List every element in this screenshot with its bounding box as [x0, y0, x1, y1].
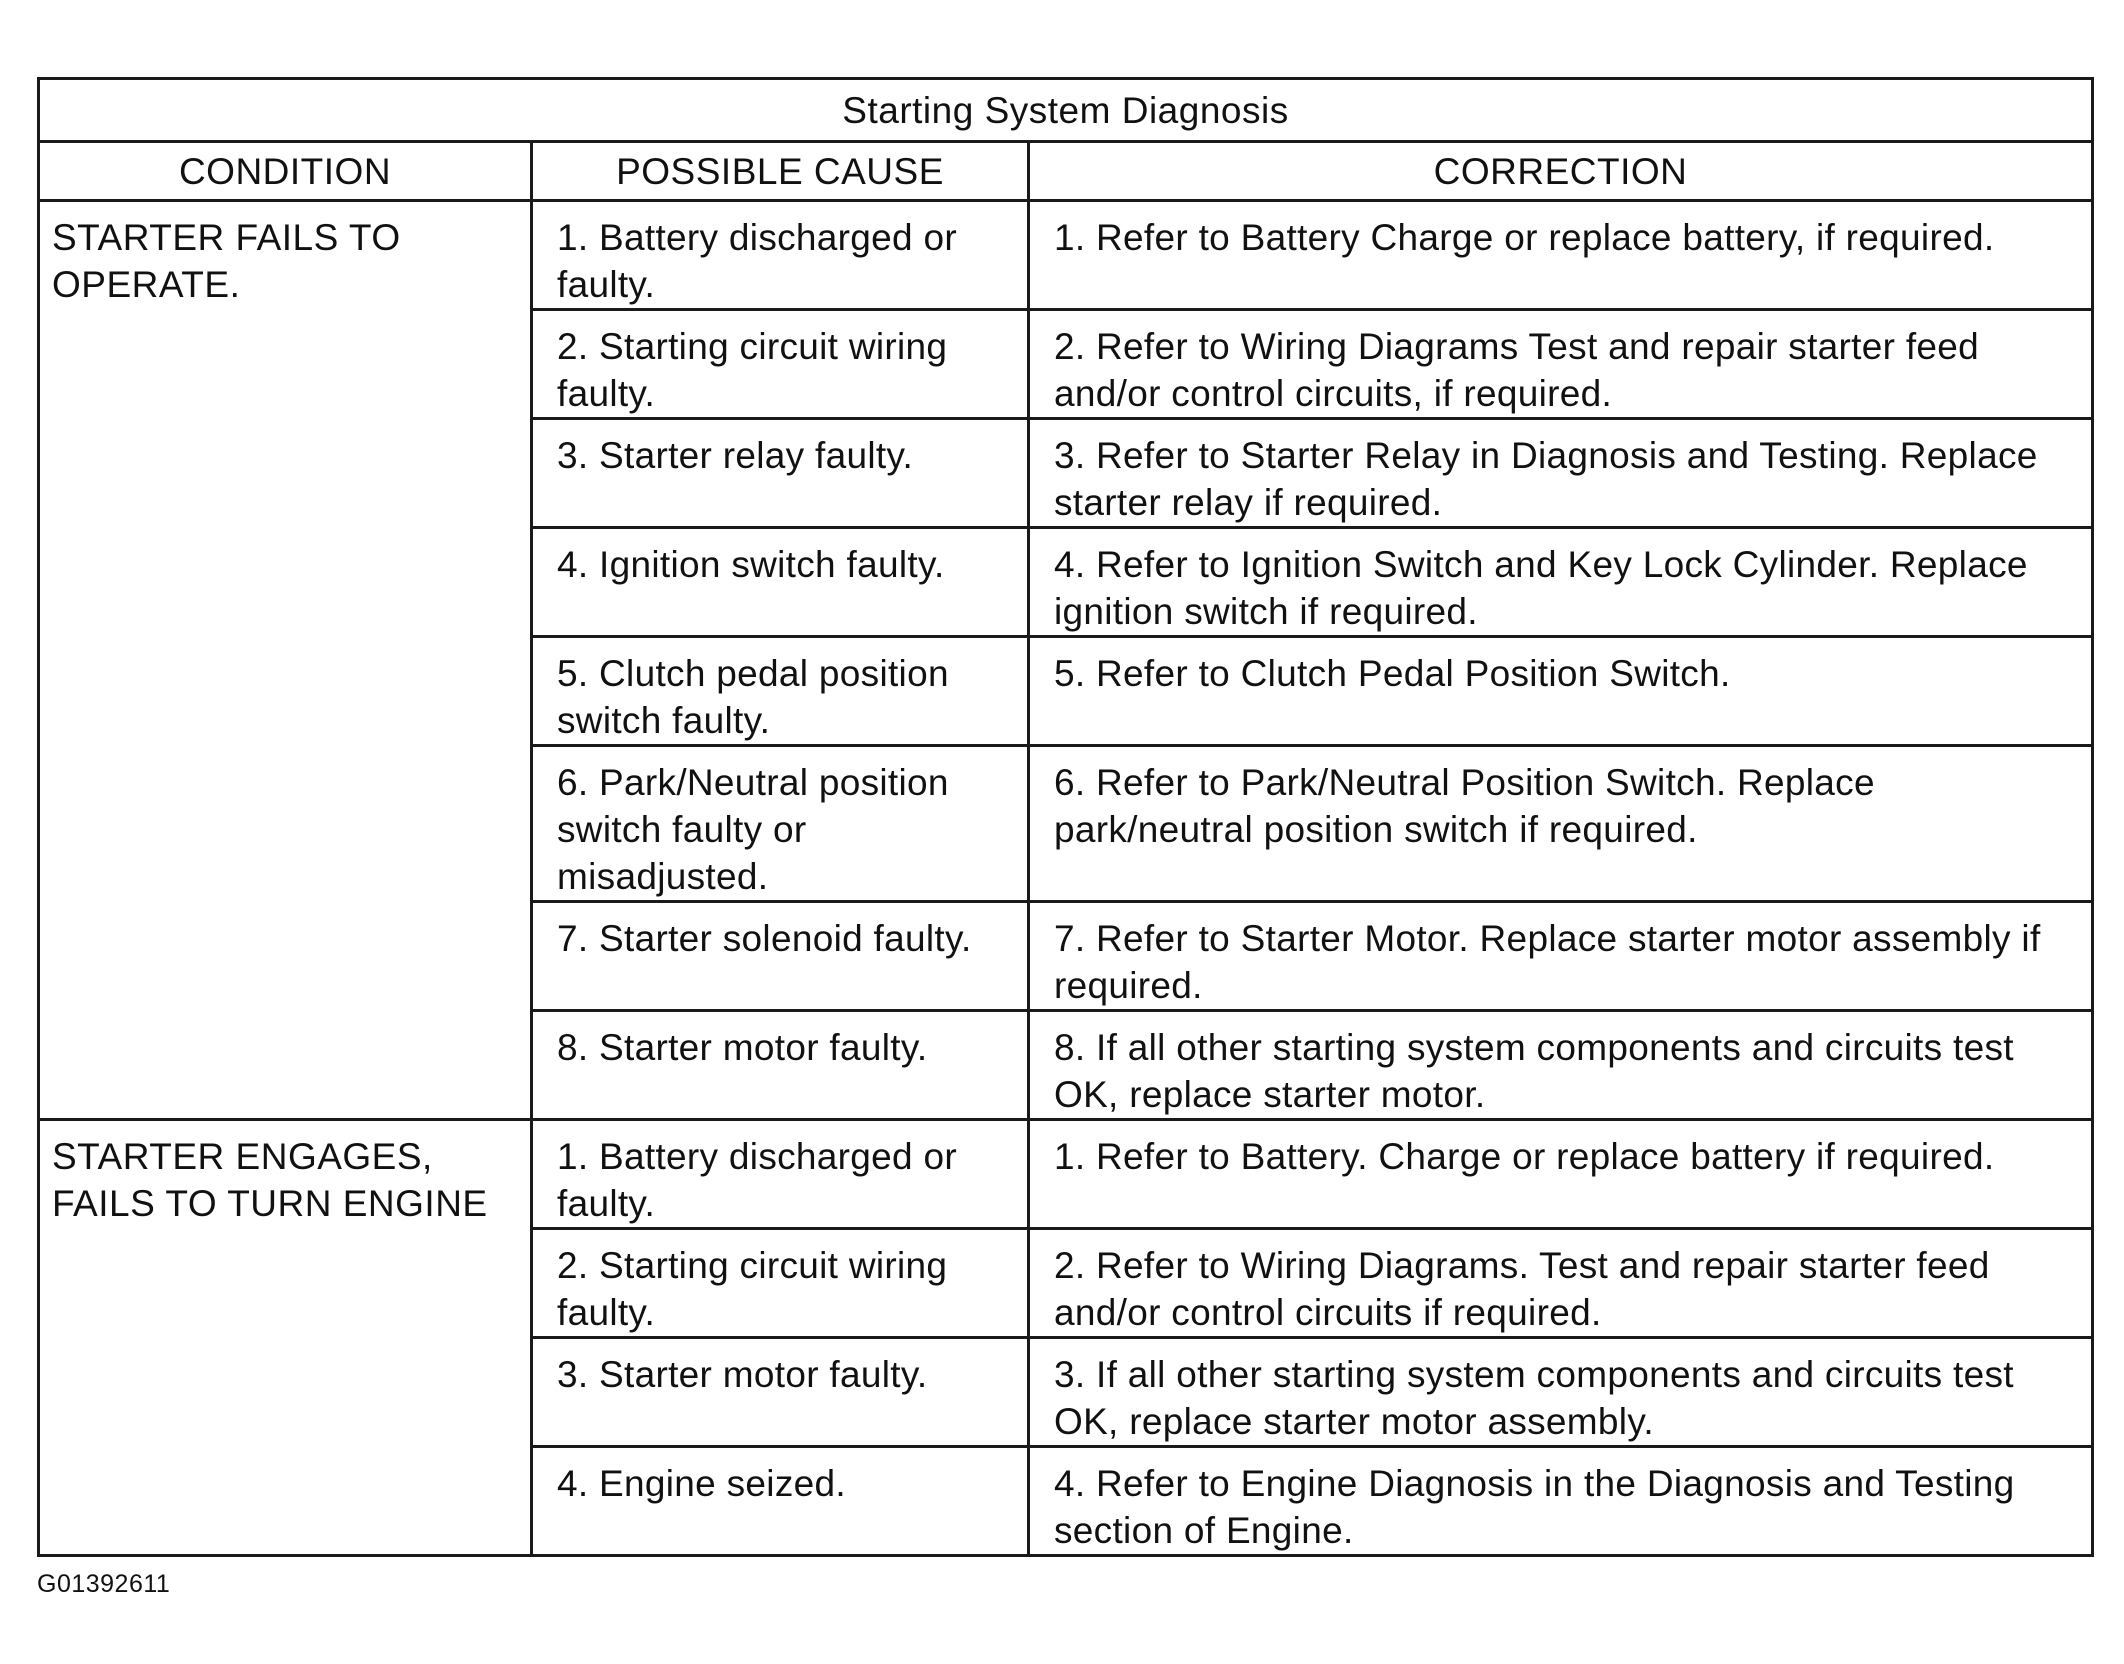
- possible-cause-cell: 1. Battery discharged or faulty.: [532, 201, 1029, 310]
- column-header-correction: CORRECTION: [1029, 142, 2093, 201]
- possible-cause-cell: 3. Starter relay faulty.: [532, 419, 1029, 528]
- possible-cause-cell: 7. Starter solenoid faulty.: [532, 902, 1029, 1011]
- correction-cell: 2. Refer to Wiring Diagrams Test and repair starter feed and/or control circuits, if required.: [1029, 310, 2093, 419]
- table-row: [39, 201, 2093, 310]
- correction-cell: 5. Refer to Clutch Pedal Position Switch.: [1029, 637, 2093, 746]
- correction-cell: 4. Refer to Ignition Switch and Key Lock Cylinder. Replace ignition switch if required.: [1029, 528, 2093, 637]
- correction-cell: 3. Refer to Starter Relay in Diagnosis and Testing. Replace starter relay if required.: [1029, 419, 2093, 528]
- table-header-row: [39, 142, 2093, 201]
- correction-cell: 4. Refer to Engine Diagnosis in the Diagnosis and Testing section of Engine.: [1029, 1447, 2093, 1556]
- figure-id-label: G01392611: [37, 1570, 171, 1598]
- possible-cause-cell: 4. Engine seized.: [532, 1447, 1029, 1556]
- possible-cause-cell: 2. Starting circuit wiring faulty.: [532, 1229, 1029, 1338]
- correction-cell: 1. Refer to Battery. Charge or replace battery if required.: [1029, 1120, 2093, 1229]
- possible-cause-cell: 5. Clutch pedal position switch faulty.: [532, 637, 1029, 746]
- correction-cell: 8. If all other starting system components and circuits test OK, replace starter motor.: [1029, 1011, 2093, 1120]
- possible-cause-cell: 1. Battery discharged or faulty.: [532, 1120, 1029, 1229]
- condition-cell: STARTER FAILS TO OPERATE.: [39, 201, 532, 1120]
- possible-cause-cell: 8. Starter motor faulty.: [532, 1011, 1029, 1120]
- table-row: [39, 1120, 2093, 1229]
- column-header-condition: CONDITION: [39, 142, 532, 201]
- starting-system-diagnosis-table: [37, 77, 2094, 1557]
- correction-cell: 6. Refer to Park/Neutral Position Switch. Replace park/neutral position switch if required.: [1029, 746, 2093, 902]
- possible-cause-cell: 2. Starting circuit wiring faulty.: [532, 310, 1029, 419]
- correction-cell: 2. Refer to Wiring Diagrams. Test and repair starter feed and/or control circuits if required.: [1029, 1229, 2093, 1338]
- table-title-row: [39, 79, 2093, 142]
- column-header-possible-cause: POSSIBLE CAUSE: [532, 142, 1029, 201]
- condition-cell: STARTER ENGAGES, FAILS TO TURN ENGINE: [39, 1120, 532, 1556]
- table-title: Starting System Diagnosis: [39, 79, 2093, 142]
- correction-cell: 7. Refer to Starter Motor. Replace starter motor assembly if required.: [1029, 902, 2093, 1011]
- possible-cause-cell: 6. Park/Neutral position switch faulty or misadjusted.: [532, 746, 1029, 902]
- correction-cell: 3. If all other starting system components and circuits test OK, replace starter motor assembly.: [1029, 1338, 2093, 1447]
- possible-cause-cell: 4. Ignition switch faulty.: [532, 528, 1029, 637]
- correction-cell: 1. Refer to Battery Charge or replace battery, if required.: [1029, 201, 2093, 310]
- possible-cause-cell: 3. Starter motor faulty.: [532, 1338, 1029, 1447]
